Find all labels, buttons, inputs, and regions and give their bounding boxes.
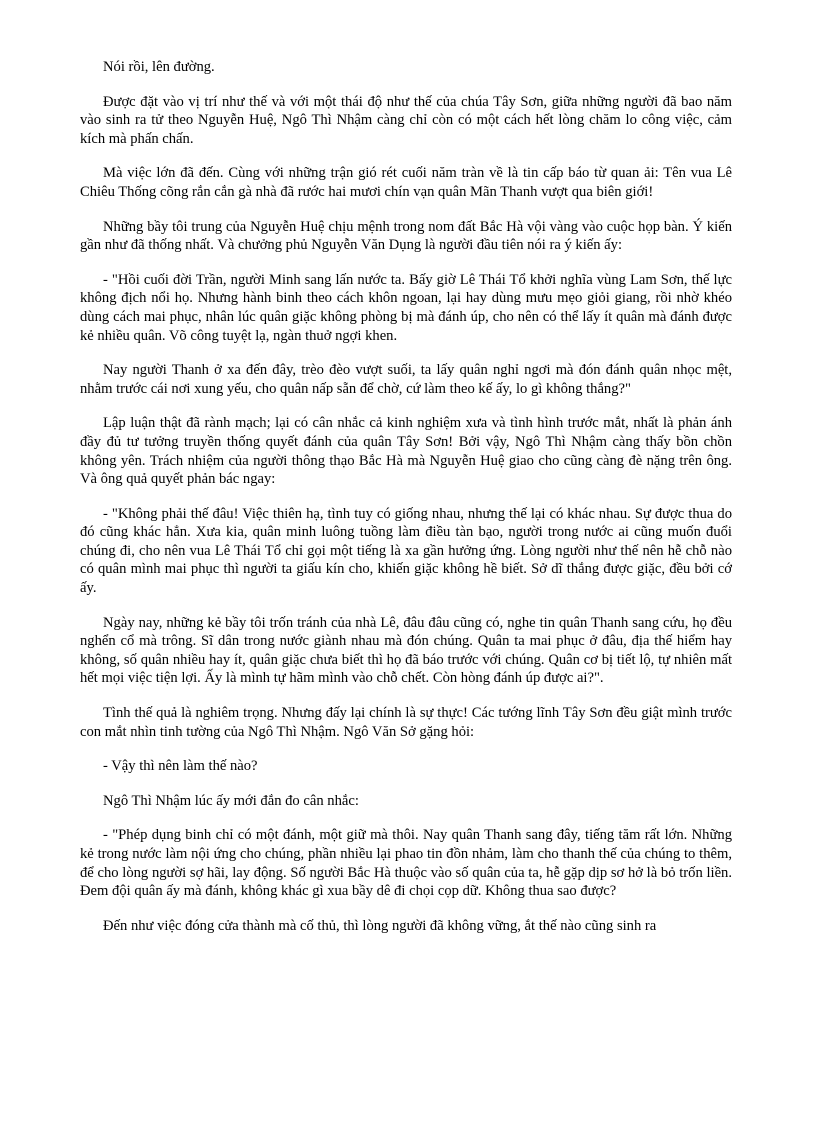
question-line: - Vậy thì nên làm thế nào? xyxy=(103,758,258,775)
paragraph-3: Mà việc lớn đã đến. Cùng với những trận gió rét cuối năm tràn về là tin cấp báo từ quan ải: Tên vua Lê Chiêu Thống cõng rắn cắn gà nhà đã rước hai mươi chín vạn quân Mãn Thanh vượt qua biên giới! xyxy=(80,165,732,200)
quote-paragraph-1: - "Hồi cuối đời Trần, người Minh sang lấn nước ta. Bấy giờ Lê Thái Tổ khởi nghĩa vùng Lam Sơn, thế lực không địch nổi họ. Nhưng hành binh theo cách khôn ngoan, lại hay dùng mưu mẹo giỏi giang, rồi nhờ khéo dùng cách mai phục, nhân lúc quân giặc không phòng bị mà đánh úp, cho nên có thể lấy ít quân mà đánh được kẻ nhiều quân. Võ công tuyệt lạ, ngàn thuở ngợi khen. xyxy=(80,271,732,344)
paragraph-9: Ngày nay, những kẻ bầy tôi trốn tránh của nhà Lê, đâu đâu cũng có, nghe tin quân Thanh sang cứu, họ đều nghển cổ mà trông. Sĩ dân trong nước giành nhau mà đón chúng. Quân ta mai phục ở đâu, địa thế hiểm hay không, số quân nhiều hay ít, quân giặc chưa biết thì họ đã báo trước với chúng. Quân cơ bị tiết lộ, tự nhiên mất hết mọi việc tiện lợi. Ấy là mình tự hãm mình vào chỗ chết. Còn hòng đánh úp được ai?". xyxy=(80,614,732,687)
document-page xyxy=(80,58,732,951)
paragraph-1: Nói rồi, lên đường. xyxy=(103,59,215,75)
paragraph-12: Ngô Thì Nhậm lúc ấy mới đắn đo cân nhắc: xyxy=(103,792,359,809)
paragraph-10: Tình thế quả là nghiêm trọng. Nhưng đấy lại chính là sự thực! Các tướng lĩnh Tây Sơn đều giật mình trước con mắt nhìn tinh tường của Ngô Thì Nhậm. Ngô Văn Sở gặng hỏi: xyxy=(80,705,732,740)
paragraph-6: Nay người Thanh ở xa đến đây, trèo đèo vượt suối, ta lấy quân nghỉ ngơi mà đón đánh quân nhọc mệt, nhằm trước cái nơi xung yếu, cho quân nấp sẵn để chờ, cứ làm theo kế ấy, lo gì không thắng?" xyxy=(80,362,732,397)
quote-paragraph-3: - "Phép dụng binh chỉ có một đánh, một giữ mà thôi. Nay quân Thanh sang đây, tiếng tăm rất lớn. Những kẻ trong nước làm nội ứng cho chúng, phần nhiều lại phao tin đồn nhảm, làm cho thanh thế của chúng to thêm, để cho lòng người sợ hãi, lay động. Số người Bắc Hà thuộc vào số quân của ta, hễ gặp dịp sơ hở là bỏ trốn liền. Đem đội quân ấy mà đánh, không khác gì xua bầy dê đi chọi cọp dữ. Không thua sao được? xyxy=(80,827,732,900)
quote-paragraph-2: - "Không phải thế đâu! Việc thiên hạ, tình tuy có giống nhau, nhưng thế lại có khác nhau. Sự được thua do đó cũng khác hẳn. Xưa kia, quân minh luông tuồng làm điều tàn bạo, người trong nước ai cũng muốn đuổi chúng đi, cho nên vua Lê Thái Tổ chỉ gọi một tiếng là xa gần hưởng ứng. Lòng người như thế nên hễ chỗ nào có quân mình mai phục thì người ta giấu kín cho, khiến giặc không hề biết. Sở dĩ thắng được giặc, đều bởi cớ ấy. xyxy=(80,505,732,597)
paragraph-7: Lập luận thật đã rành mạch; lại có cân nhắc cả kinh nghiệm xưa và tình hình trước mắt, nhất là phản ánh đầy đủ tư tưởng truyền thống quyết đánh của quân Tây Sơn! Bởi vậy, Ngô Thì Nhậm càng thấy bồn chồn không yên. Trách nhiệm của người thông thạo Bắc Hà mà Nguyễn Huệ giao cho cũng càng đè nặng trên ông. Và ông quả quyết phản bác ngay: xyxy=(80,415,732,488)
paragraph-14: Đến như việc đóng cửa thành mà cố thủ, thì lòng người đã không vững, ắt thế nào cũng sinh ra xyxy=(103,917,657,934)
paragraph-4: Những bầy tôi trung của Nguyễn Huệ chịu mệnh trong nom đất Bắc Hà vội vàng vào cuộc họp bàn. Ý kiến gần như đã thống nhất. Và chưởng phủ Nguyễn Văn Dụng là người đầu tiên nói ra ý kiến ấy: xyxy=(80,218,732,254)
paragraph-2: Được đặt vào vị trí như thế và với một thái độ như thế của chúa Tây Sơn, giữa những người đã bao năm vào sinh ra tử theo Nguyễn Huệ, Ngô Thì Nhậm càng chỉ còn có một cách hết lòng chăm lo công việc, cảm kích mà phấn chấn. xyxy=(80,93,732,147)
